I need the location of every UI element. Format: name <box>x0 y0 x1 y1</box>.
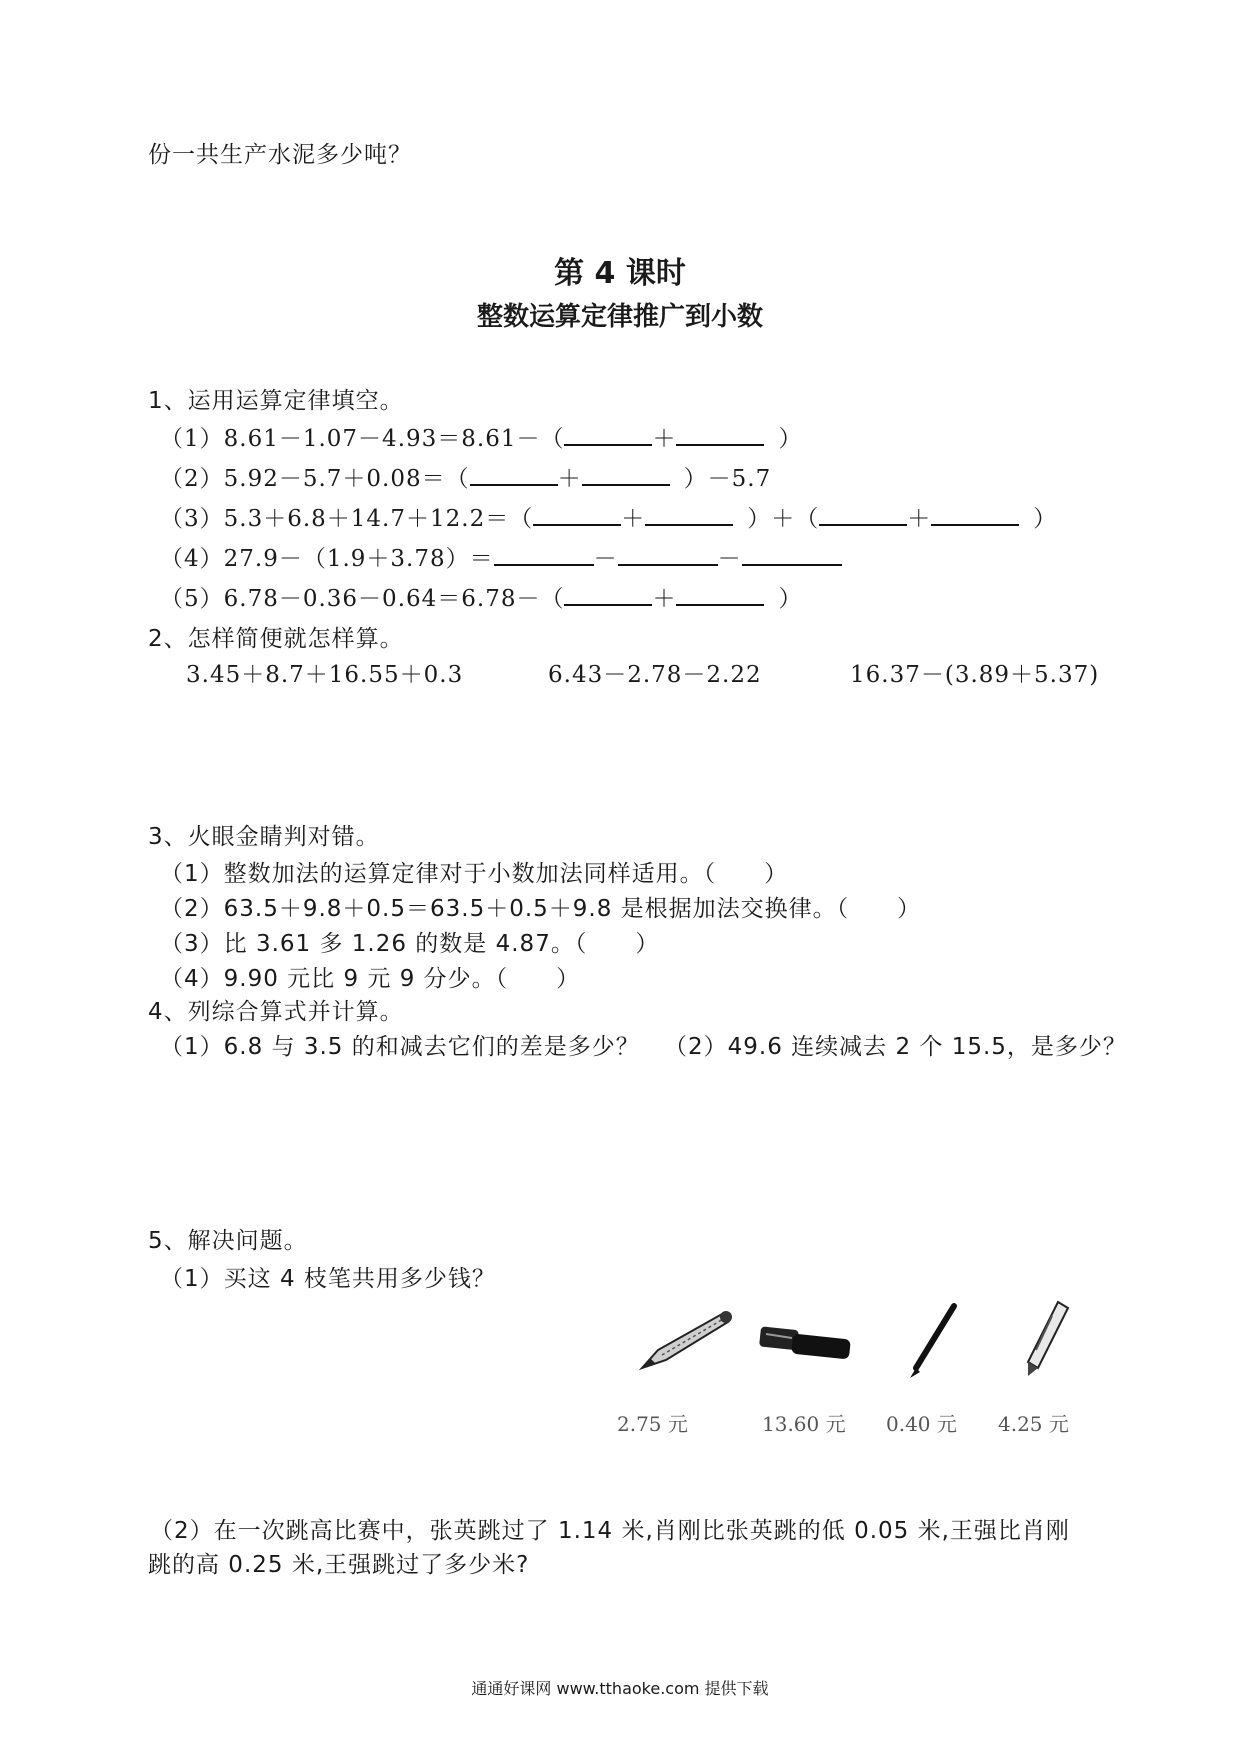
q2-title: 2、怎样简便就怎样算。 <box>148 626 404 652</box>
q2-expr-2: 6.43－2.78－2.22 <box>548 662 762 688</box>
answer-blank[interactable] <box>582 466 670 486</box>
carry-over-text: 份一共生产水泥多少吨？ <box>148 142 412 168</box>
q5-part-2-line-1: （2）在一次跳高比赛中，张英跳过了 1.14 米,肖刚比张英跳的低 0.05 米,王强比肖刚 <box>150 1518 1070 1544</box>
q3-item-2: （2）63.5＋9.8＋0.5＝63.5＋0.5＋9.8 是根据加法交换律。（ ） <box>160 896 922 922</box>
q2-expr-1: 3.45＋8.7＋16.55＋0.3 <box>186 662 464 688</box>
q3-item-1: （1）整数加法的运算定律对于小数加法同样适用。（ ） <box>160 861 789 887</box>
fountain-pen-icon <box>1014 1298 1074 1378</box>
answer-blank[interactable] <box>819 506 907 526</box>
price-marker-pen: 13.60 元 <box>762 1412 846 1436</box>
price-pencil: 2.75 元 <box>617 1412 688 1436</box>
q1-item-3: （3）5.3＋6.8＋14.7＋12.2＝（ ＋ ）＋（ ＋ ） <box>160 506 1058 532</box>
answer-blank[interactable] <box>931 506 1019 526</box>
q4-item-2: （2）49.6 连续减去 2 个 15.5，是多少？ <box>664 1034 1127 1060</box>
q1-title: 1、运用运算定律填空。 <box>148 388 404 414</box>
answer-blank[interactable] <box>533 506 621 526</box>
answer-blank[interactable] <box>676 426 764 446</box>
q1-item-1: （1）8.61－1.07－4.93＝8.61－（ ＋ ） <box>160 426 803 452</box>
answer-blank[interactable] <box>676 586 764 606</box>
q1-item-5: （5）6.78－0.36－0.64＝6.78－（ ＋ ） <box>160 586 803 612</box>
q3-item-3: （3）比 3.61 多 1.26 的数是 4.87。（ ） <box>160 931 660 957</box>
lesson-subtitle: 整数运算定律推广到小数 <box>476 302 763 332</box>
q5-part-1: （1）买这 4 枝笔共用多少钱？ <box>160 1266 496 1292</box>
q1-item-4: （4）27.9－（1.9＋3.78）＝ － － <box>160 540 842 573</box>
answer-blank[interactable] <box>618 546 718 566</box>
answer-blank[interactable] <box>494 546 594 566</box>
q2-expr-3: 16.37－(3.89＋5.37) <box>850 662 1100 688</box>
q5-part-2-line-2: 跳的高 0.25 米,王强跳过了多少米? <box>148 1552 530 1578</box>
pencil-icon <box>636 1306 736 1376</box>
answer-blank[interactable] <box>564 586 652 606</box>
footer-credit: 通通好课网 www.tthaoke.com 提供下载 <box>471 1679 769 1698</box>
answer-blank[interactable] <box>564 426 652 446</box>
lesson-title: 第 4 课时 <box>554 256 686 291</box>
marker-pen-icon <box>756 1322 856 1372</box>
q5-title: 5、解决问题。 <box>148 1228 308 1254</box>
ballpoint-pen-icon <box>904 1302 964 1382</box>
answer-blank[interactable] <box>470 466 558 486</box>
q1-item-2: （2）5.92－5.7＋0.08＝（ ＋ ）－5.7 <box>160 466 772 492</box>
price-ballpoint-pen: 0.40 元 <box>886 1412 957 1436</box>
q4-title: 4、列综合算式并计算。 <box>148 999 404 1025</box>
price-fountain-pen: 4.25 元 <box>998 1412 1069 1436</box>
q3-item-4: （4）9.90 元比 9 元 9 分少。（ ） <box>160 966 581 992</box>
answer-blank[interactable] <box>742 546 842 566</box>
q3-title: 3、火眼金睛判对错。 <box>148 824 380 850</box>
q4-item-1: （1）6.8 与 3.5 的和减去它们的差是多少？ <box>160 1034 640 1060</box>
answer-blank[interactable] <box>645 506 733 526</box>
